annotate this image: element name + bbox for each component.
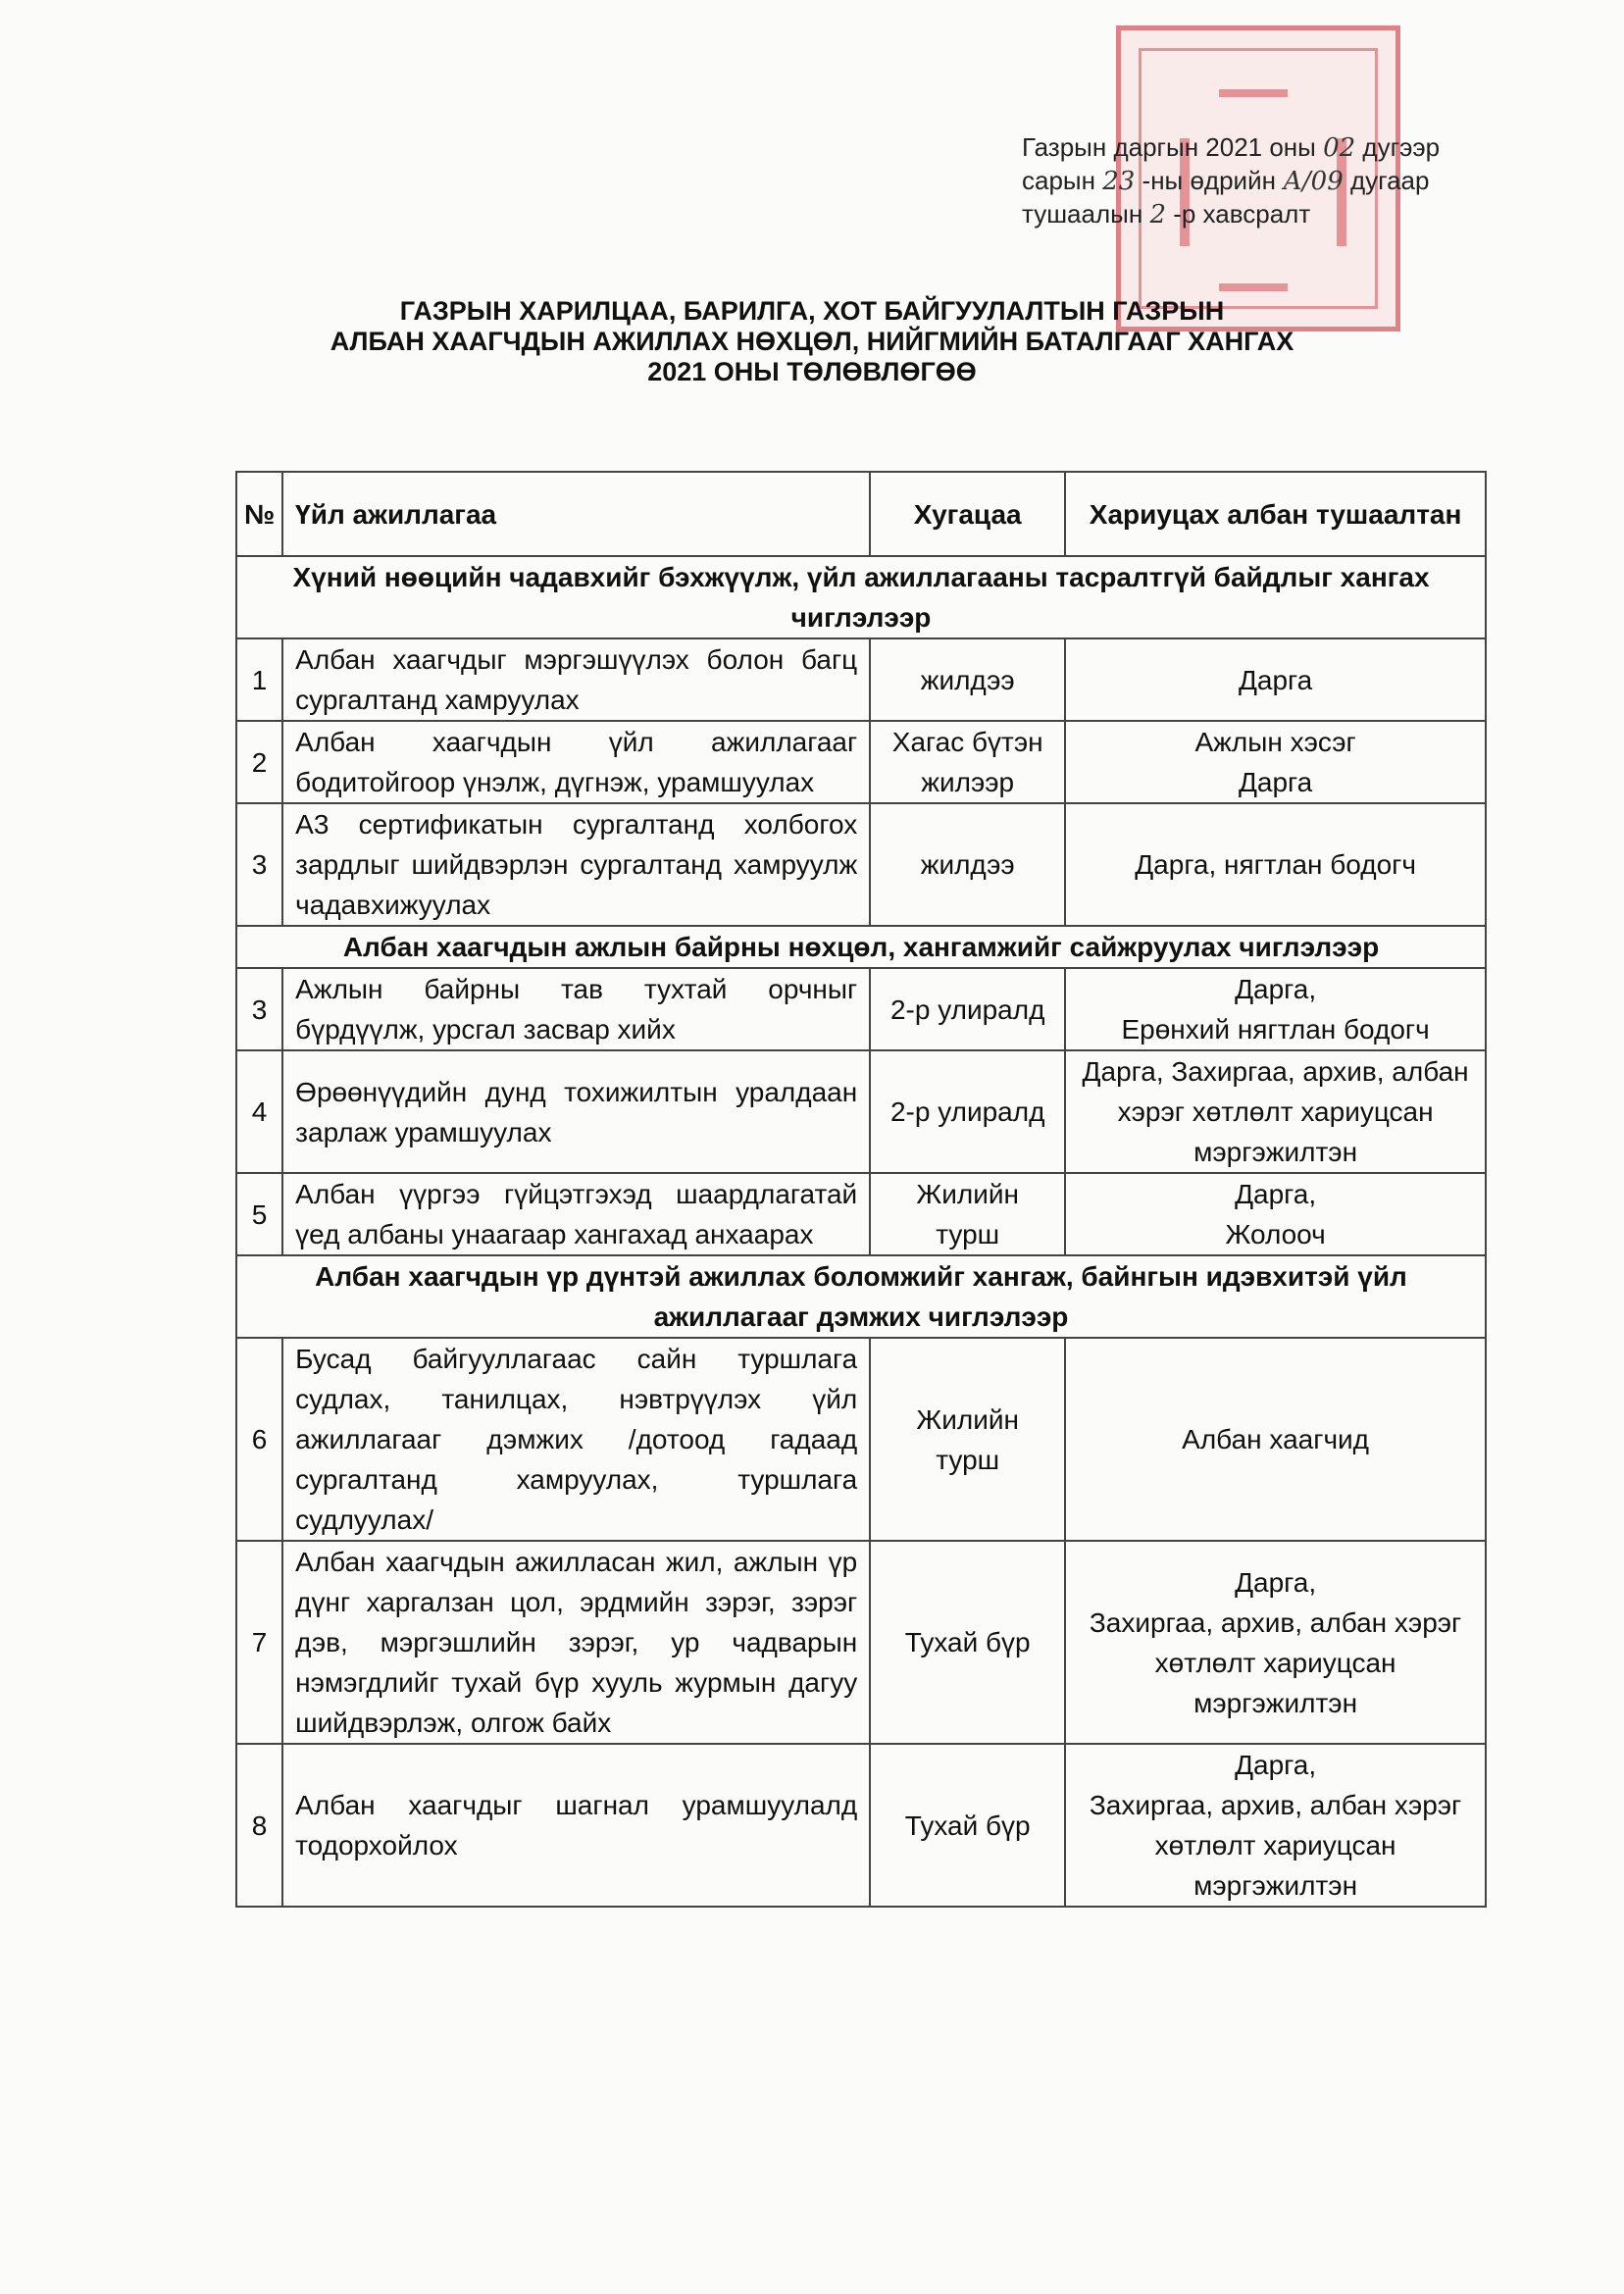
header-activity: Үйл ажиллагаа xyxy=(282,472,870,556)
row-responsible: Ажлын хэсэг Дарга xyxy=(1065,721,1486,803)
row-responsible: Дарга xyxy=(1065,638,1486,721)
attachment-note-line-2: сарын 23 -ны өдрийн А/09 дугаар xyxy=(1022,166,1430,196)
row-duration: 2-р улиралд xyxy=(870,1050,1065,1173)
table-row xyxy=(236,968,1486,1050)
row-duration: Тухай бүр xyxy=(870,1744,1065,1907)
table-row xyxy=(236,721,1486,803)
row-number: 3 xyxy=(236,968,282,1050)
section-row xyxy=(236,926,1486,968)
row-number: 6 xyxy=(236,1338,282,1541)
row-number: 7 xyxy=(236,1541,282,1744)
row-responsible: Дарга, Захиргаа, архив, албан хэрэг хөтлөлт хариуцсан мэргэжилтэн xyxy=(1065,1050,1486,1173)
handwritten-day: 23 xyxy=(1102,167,1136,196)
section-row xyxy=(236,1255,1486,1338)
table-row xyxy=(236,1541,1486,1744)
section-title: Хүний нөөцийн чадавхийг бэхжүүлж, үйл ажиллагааны тасралтгүй байдлыг хангах чиглэлээр xyxy=(236,556,1486,638)
handwritten-month: 02 xyxy=(1323,133,1356,163)
header-duration: Хугацаа xyxy=(870,472,1065,556)
row-activity: Албан үүргээ гүйцэтгэхэд шаардлагатай үед албаны унаагаар хангахад анхаарах xyxy=(282,1173,870,1255)
row-responsible: Дарга, Захиргаа, архив, албан хэрэг хөтлөлт хариуцсан мэргэжилтэн xyxy=(1065,1744,1486,1907)
row-duration: Хагас бүтэн жилээр xyxy=(870,721,1065,803)
handwritten-attachment-number: 2 xyxy=(1149,200,1166,229)
header-no: № xyxy=(236,472,282,556)
table-body xyxy=(236,556,1486,1907)
row-duration: Жилийн турш xyxy=(870,1173,1065,1255)
title-line-3: 2021 ОНЫ ТӨЛӨВЛӨГӨӨ xyxy=(647,357,977,386)
table-header-row xyxy=(236,472,1486,556)
row-number: 8 xyxy=(236,1744,282,1907)
attachment-note-line-1: Газрын даргын 2021 оны 02 дугээр xyxy=(1022,132,1441,163)
row-activity: Өрөөнүүдийн дунд тохижилтын уралдаан зарлаж урамшуулах xyxy=(282,1050,870,1173)
row-number: 2 xyxy=(236,721,282,803)
row-activity: А3 сертификатын сургалтанд холбогох зардлыг шийдвэрлэн сургалтанд хамруулж чадавхижуулах xyxy=(282,803,870,926)
row-activity: Албан хаагчдын ажилласан жил, ажлын үр дүнг харгалзан цол, эрдмийн зэрэг, зэрэг дэв, мэргэшлийн зэрэг, ур чадварын нэмэгдлийг тухай бүр хууль журмын дагуу шийдвэрлэж, олгож байх xyxy=(282,1541,870,1744)
section-title: Албан хаагчдын үр дүнтэй ажиллах боломжийг хангаж, байнгын идэвхитэй үйл ажиллагааг дэмжих чиглэлээр xyxy=(236,1255,1486,1338)
row-duration: жилдээ xyxy=(870,803,1065,926)
row-activity: Албан хаагчдыг шагнал урамшуулалд тодорхойлох xyxy=(282,1744,870,1907)
title-line-2: АЛБАН ХААГЧДЫН АЖИЛЛАХ НӨХЦӨЛ, НИЙГМИЙН БАТАЛГААГ ХАНГАХ xyxy=(330,327,1294,356)
section-title: Албан хаагчдын ажлын байрны нөхцөл, хангамжийг сайжруулах чиглэлээр xyxy=(236,926,1486,968)
row-duration: Тухай бүр xyxy=(870,1541,1065,1744)
row-activity: Албан хаагчдыг мэргэшүүлэх болон багц сургалтанд хамруулах xyxy=(282,638,870,721)
row-responsible: Дарга, Жолооч xyxy=(1065,1173,1486,1255)
table-row xyxy=(236,803,1486,926)
row-duration: Жилийн турш xyxy=(870,1338,1065,1541)
table-row xyxy=(236,1338,1486,1541)
attachment-note xyxy=(1022,131,1440,231)
row-number: 5 xyxy=(236,1173,282,1255)
row-number: 1 xyxy=(236,638,282,721)
handwritten-order-number: А/09 xyxy=(1283,167,1344,196)
row-activity: Ажлын байрны тав тухтай орчныг бүрдүүлж, урсгал засвар хийх xyxy=(282,968,870,1050)
title-line-1: ГАЗРЫН ХАРИЛЦАА, БАРИЛГА, ХОТ БАЙГУУЛАЛТЫН ГАЗРЫН xyxy=(399,296,1225,326)
plan-table xyxy=(235,471,1487,1908)
table-row xyxy=(236,1173,1486,1255)
row-number: 4 xyxy=(236,1050,282,1173)
row-responsible: Дарга, Ерөнхий нягтлан бодогч xyxy=(1065,968,1486,1050)
row-duration: 2-р улиралд xyxy=(870,968,1065,1050)
row-duration: жилдээ xyxy=(870,638,1065,721)
row-activity: Албан хаагчдын үйл ажиллагааг бодитойгоор үнэлж, дүгнэж, урамшуулах xyxy=(282,721,870,803)
row-responsible: Албан хаагчид xyxy=(1065,1338,1486,1541)
table-row xyxy=(236,1050,1486,1173)
row-responsible: Дарга, Захиргаа, архив, албан хэрэг хөтлөлт хариуцсан мэргэжилтэн xyxy=(1065,1541,1486,1744)
row-number: 3 xyxy=(236,803,282,926)
document-title xyxy=(0,296,1624,387)
table-row xyxy=(236,638,1486,721)
attachment-note-line-3: тушаалын 2 -р хавсралт xyxy=(1022,199,1311,229)
table-row xyxy=(236,1744,1486,1907)
header-responsible: Хариуцах албан тушаалтан xyxy=(1065,472,1486,556)
row-responsible: Дарга, нягтлан бодогч xyxy=(1065,803,1486,926)
section-row xyxy=(236,556,1486,638)
row-activity: Бусад байгууллагаас сайн туршлага судлах, танилцах, нэвтрүүлэх үйл ажиллагааг дэмжих /дотоод гадаад сургалтанд хамруулах, туршлага судлуулах/ xyxy=(282,1338,870,1541)
